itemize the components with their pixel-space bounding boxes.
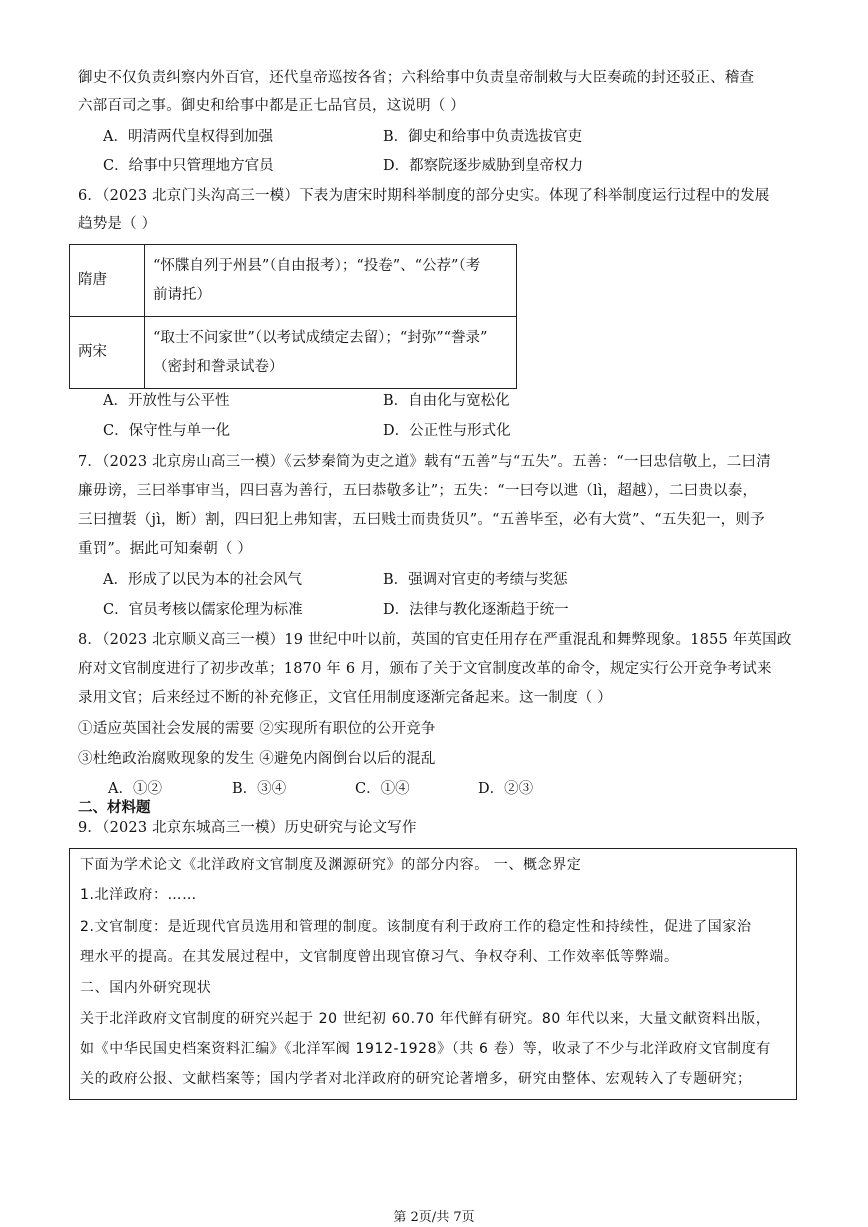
section-heading: 二、材料题 (78, 799, 151, 816)
q5-stem-line-1: 御史不仅负责纠察内外百官，还代皇帝巡按各省；六科给事中负责皇帝制敕与大臣奏疏的封还驳正、稽查 (78, 70, 755, 86)
q6-option-b[interactable]: B．自由化与宽松化 (383, 393, 510, 409)
material-line: 关于北洋政府文官制度的研究兴起于 20 世纪初 60.70 年代鲜有研究。80 年代以来，大量文献资料出版， (80, 1011, 771, 1027)
q7-option-c[interactable]: C．官员考核以儒家伦理为标准 (103, 602, 303, 618)
q8-option-b[interactable]: B．③④ (232, 781, 287, 797)
q7-option-a[interactable]: A．形成了以民为本的社会风气 (103, 572, 302, 588)
q7-stem-line-1: 7．（2023 北京房山高三一模）《云梦秦简为吏之道》载有“五善”与“五失”。五善：“一曰忠信敬上，二曰清 (78, 454, 771, 470)
q8-choice-line-1: ①适应英国社会发展的需要 ②实现所有职位的公开竞争 (78, 721, 436, 737)
q5-option-c[interactable]: C．给事中只管理地方官员 (103, 158, 274, 174)
table-cell-line: “怀牒自列于州县”（自由报考）；“投卷”、“公荐”（考 (153, 257, 481, 274)
q5-option-d[interactable]: D．都察院逐步威胁到皇帝权力 (383, 158, 584, 174)
page-number: 第 2页/共 7页 (393, 1210, 475, 1225)
table-cell-content (145, 317, 517, 389)
table-row (70, 317, 517, 389)
q6-stem-line-1: 6．（2023 北京门头沟高三一模）下表为唐宋时期科举制度的部分史实。体现了科举制度运行过程中的发展 (78, 188, 770, 204)
material-line: 理水平的提高。在其发展过程中，文官制度曾出现官僚习气、争权夺利、工作效率低等弊端。 (80, 949, 679, 965)
q5-option-a[interactable]: A．明清两代皇权得到加强 (103, 129, 273, 145)
q8-option-a[interactable]: A．①② (108, 781, 162, 797)
material-line: 如《中华民国史档案资料汇编》《北洋军阀 1912-1928》（共 6 卷）等，收录了不少与北洋政府文官制度有 (80, 1041, 771, 1057)
q6-option-c[interactable]: C．保守性与单一化 (103, 423, 231, 439)
q6-option-a[interactable]: A．开放性与公平性 (103, 393, 230, 409)
table-cell-content (145, 245, 517, 317)
material-line: 下面为学术论文《北洋政府文官制度及渊源研究》的部分内容。 一、概念界定 (80, 857, 582, 873)
material-line: 二、国内外研究现状 (80, 980, 212, 996)
table-cell-period: 隋唐 (70, 245, 145, 317)
q8-choice-line-2: ③杜绝政治腐败现象的发生 ④避免内阁倒台以后的混乱 (78, 751, 436, 767)
table-row (70, 245, 517, 317)
material-line: 1.北洋政府：…… (80, 887, 197, 903)
q7-stem-line-3: 三曰擅裚（jì，断）割，四曰犯上弗知害，五曰贱士而贵货贝”。“五善毕至，必有大赏”、“五失犯一，则予 (78, 512, 765, 528)
table-cell-line: 前请托） (153, 286, 211, 303)
table-cell-line: （密封和誊录试卷） (153, 358, 284, 375)
material-line: 2.文官制度：是近现代官员选用和管理的制度。该制度有利于政府工作的稳定性和持续性，促进了国家治 (80, 919, 752, 935)
q5-option-b[interactable]: B．御史和给事中负责选拔官吏 (383, 129, 583, 145)
q7-option-d[interactable]: D．法律与教化逐渐趋于统一 (383, 602, 569, 618)
table-cell-period: 两宋 (70, 317, 145, 389)
q6-table (69, 244, 517, 389)
q5-stem-line-2: 六部百司之事。御史和给事中都是正七品官员，这说明（ ） (78, 98, 466, 114)
q8-option-c[interactable]: C．①④ (355, 781, 410, 797)
q8-option-d[interactable]: D．②③ (478, 781, 534, 797)
q9-stem: 9．（2023 北京东城高三一模）历史研究与论文写作 (78, 820, 417, 836)
q8-stem-line-2: 府对文官制度进行了初步改革；1870 年 6 月，颁布了关于文官制度改革的命令，规定实行公开竞争考试来 (78, 661, 772, 677)
material-line: 关的政府公报、文献档案等；国内学者对北洋政府的研究论著增多，研究由整体、宏观转入了专题研究； (80, 1071, 752, 1087)
material-box (69, 848, 797, 1100)
q6-option-d[interactable]: D．公正性与形式化 (383, 423, 511, 439)
q8-stem-line-1: 8．（2023 北京顺义高三一模）19 世纪中叶以前，英国的官吏任用存在严重混乱和舞弊现象。1855 年英国政 (78, 632, 792, 648)
q8-stem-line-3: 录用文官；后来经过不断的补充修正，文官任用制度逐渐完备起来。这一制度（ ） (78, 690, 613, 706)
q7-stem-line-4: 重罚”。据此可知秦朝（ ） (78, 541, 253, 557)
q7-stem-line-2: 廉毋谤，三曰举事审当，四曰喜为善行，五曰恭敬多让”；五失：“一曰夸以迣（lì，超越），二曰贵以泰， (78, 483, 758, 499)
table-cell-line: “取士不问家世”（以考试成绩定去留）；“封弥”“誊录” (153, 329, 488, 346)
q7-option-b[interactable]: B．强调对官吏的考绩与奖惩 (383, 572, 568, 588)
q6-stem-line-2: 趋势是（ ） (78, 216, 157, 232)
